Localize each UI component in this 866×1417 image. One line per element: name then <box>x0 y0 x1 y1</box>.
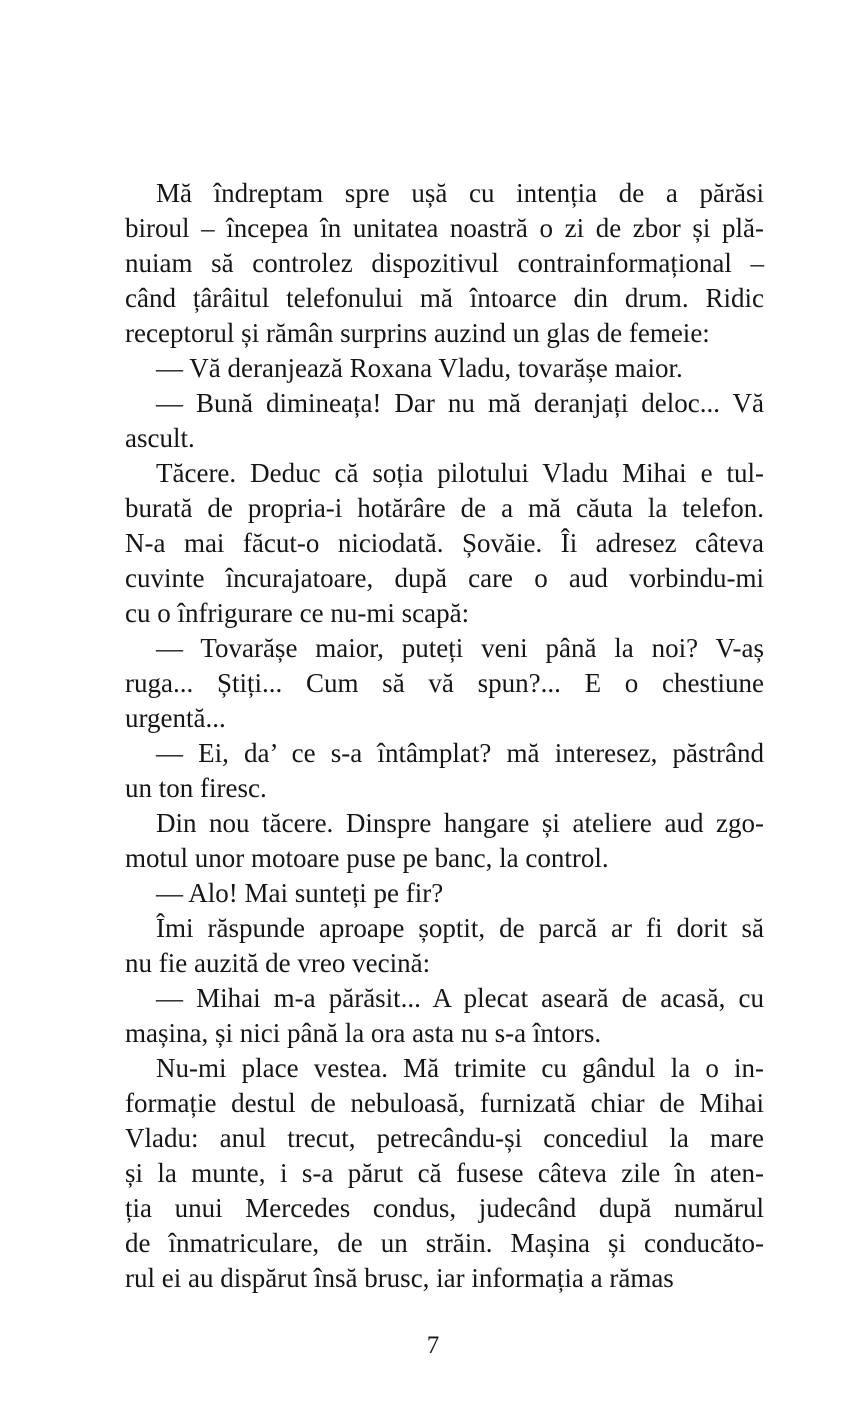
text-line: — Mihai m-a părăsit... A plecat aseară de acasă, cu <box>156 983 764 1013</box>
paragraph <box>125 386 764 456</box>
text-line: — Alo! Mai sunteți pe fir? <box>156 878 444 908</box>
paragraph <box>125 456 764 631</box>
text-line: formație destul de nebuloasă, furnizată chiar de Mihai <box>125 1088 764 1118</box>
paragraph <box>125 1051 764 1296</box>
text-line: rul ei au dispărut însă brusc, iar informația a rămas <box>125 1263 674 1293</box>
text-line: Din nou tăcere. Dinspre hangare și ateliere aud zgo- <box>156 808 764 838</box>
text-line: Tăcere. Deduc că soția pilotului Vladu Mihai e tul- <box>156 458 764 488</box>
page-number: 7 <box>426 1332 440 1359</box>
paragraph <box>125 911 764 981</box>
text-line: Îmi răspunde aproape șoptit, de parcă ar fi dorit să <box>156 913 764 943</box>
text-line: — Ei, da’ ce s-a întâmplat? mă interesez, păstrând <box>156 738 764 768</box>
text-line: de înmatriculare, de un străin. Mașina și conducăto- <box>125 1228 764 1258</box>
text-line: ruga... Știți... Cum să vă spun?... E o chestiune <box>125 668 764 698</box>
text-line: și la munte, i s-a părut că fusese câteva zile în aten- <box>125 1158 764 1188</box>
paragraph <box>125 351 764 386</box>
text-line: când țârâitul telefonului mă întoarce din drum. Ridic <box>125 283 764 313</box>
text-line: Vladu: anul trecut, petrecându-și concediul la mare <box>125 1123 764 1153</box>
text-line: receptorul și rămân surprins auzind un glas de femeie: <box>125 318 710 348</box>
text-line: — Bună dimineața! Dar nu mă deranjați deloc... Vă <box>156 388 764 418</box>
text-line: un ton firesc. <box>125 773 267 803</box>
text-line: motul unor motoare puse pe banc, la control. <box>125 843 609 873</box>
text-line: ascult. <box>125 423 195 453</box>
paragraph <box>125 806 764 876</box>
text-line: Nu-mi place vestea. Mă trimite cu gândul la o in- <box>156 1053 764 1083</box>
text-line: biroul – începea în unitatea noastră o zi de zbor și plă- <box>125 213 764 243</box>
text-line: nu fie auzită de vreo vecină: <box>125 948 431 978</box>
text-line: — Tovarășe maior, puteți veni până la noi? V-aș <box>156 633 764 663</box>
text-line: mașina, și nici până la ora asta nu s-a întors. <box>125 1018 602 1048</box>
text-line: cu o înfrigurare ce nu-mi scapă: <box>125 598 470 628</box>
text-line: Mă îndreptam spre ușă cu intenția de a părăsi <box>156 178 764 208</box>
text-line: burată de propria-i hotărâre de a mă căuta la telefon. <box>125 493 764 523</box>
text-line: N-a mai făcut-o niciodată. Șovăie. Îi adresez câteva <box>125 528 764 558</box>
paragraph <box>125 876 764 911</box>
paragraph <box>125 176 764 351</box>
text-line: ția unui Mercedes condus, judecând după numărul <box>125 1193 764 1223</box>
paragraph <box>125 631 764 736</box>
text-line: nuiam să controlez dispozitivul contrainformațional – <box>125 248 764 278</box>
text-line: urgentă... <box>125 703 226 733</box>
text-line: cuvinte încurajatoare, după care o aud vorbindu-mi <box>125 563 764 593</box>
paragraph <box>125 981 764 1051</box>
paragraph <box>125 736 764 806</box>
page-text-block <box>125 176 764 1296</box>
text-line: — Vă deranjează Roxana Vladu, tovarășe maior. <box>156 353 683 383</box>
